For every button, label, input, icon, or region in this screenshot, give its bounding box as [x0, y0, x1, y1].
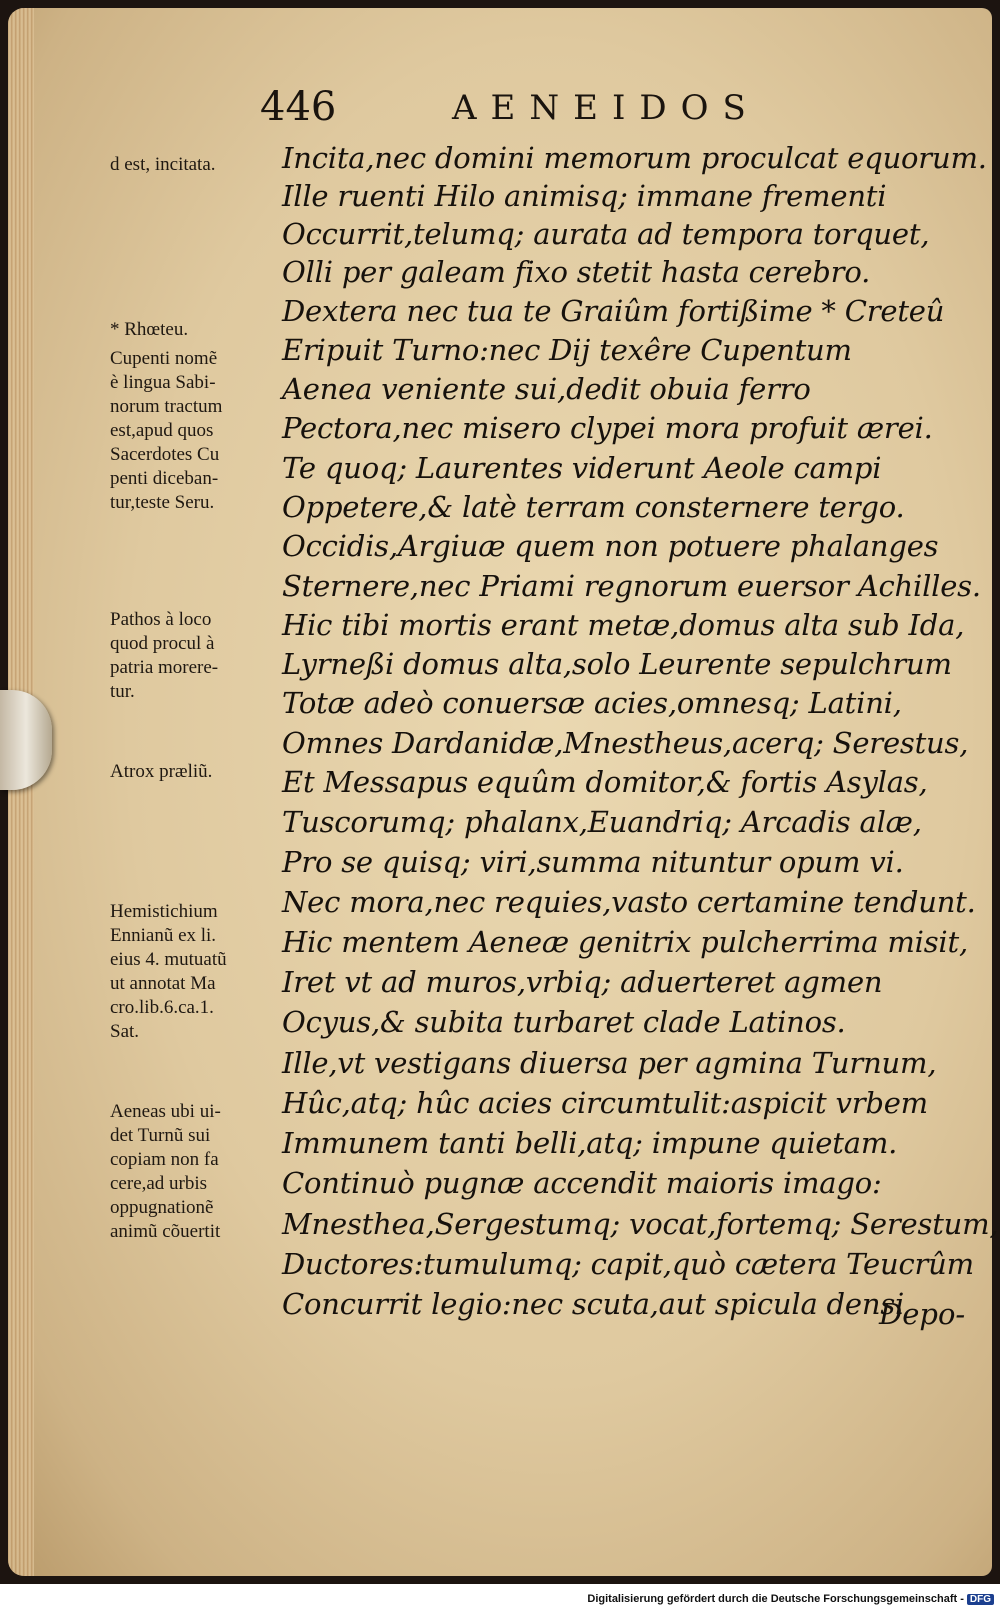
note-line: Atrox præliũ.: [110, 761, 213, 782]
verse-line: Omnes Dardanidæ,Mnestheus,acerq; Serestus,: [282, 726, 969, 760]
note-line: norum tractum: [110, 396, 223, 417]
verse-line: Eripuit Turno:nec Dij texêre Cupentum: [282, 333, 852, 367]
marginal-note: [110, 608, 218, 704]
verse-line: Totæ adeò conuersæ acies,omnesq; Latini,: [282, 686, 902, 720]
verse-line: Olli per galeam fixo stetit hasta cerebro.: [282, 255, 871, 289]
note-line: cere,ad urbis: [110, 1173, 208, 1194]
note-line: d est, incitata.: [110, 154, 216, 175]
verse-line: Mnesthea,Sergestumq; vocat,fortemq; Serestum,: [282, 1207, 999, 1241]
verse-line: Ille,vt vestigans diuersa per agmina Turnum,: [282, 1046, 937, 1080]
verse-line: Iret vt ad muros,vrbiq; aduerteret agmen: [282, 965, 883, 999]
note-line: patria morere-: [110, 657, 219, 678]
note-line: Cupenti nomẽ: [110, 348, 218, 369]
catchword: Depo-: [879, 1297, 966, 1331]
marginal-note: [110, 318, 188, 342]
verse-line: Occidis,Argiuæ quem non potuere phalanges: [282, 529, 939, 563]
verse-line: Te quoq; Laurentes viderunt Aeole campi: [282, 451, 882, 485]
note-line: * Rhœteu.: [110, 319, 189, 340]
note-line: Pathos à loco: [110, 609, 212, 630]
note-line: est,apud quos: [110, 420, 214, 441]
note-line: det Turnũ sui: [110, 1125, 211, 1146]
note-line: Aeneas ubi ui-: [110, 1101, 221, 1122]
verse-line: Pro se quisq; viri,summa nituntur opum vi.: [282, 845, 904, 879]
verse-line: Immunem tanti belli,atq; impune quietam.: [282, 1126, 898, 1160]
credit-text: Digitalisierung gefördert durch die Deutsche Forschungsgemeinschaft -: [587, 1593, 964, 1605]
note-line: ut annotat Ma: [110, 973, 216, 994]
verse-line: Hic mentem Aeneæ genitrix pulcherrima misit,: [282, 925, 968, 959]
note-line: eius 4. mutuatũ: [110, 949, 227, 970]
dfg-logo: DFG: [967, 1594, 994, 1605]
note-line: Sat.: [110, 1021, 140, 1042]
digitization-credit: [587, 1593, 994, 1605]
verse-line: Hic tibi mortis erant metæ,domus alta sub Ida,: [282, 608, 965, 642]
marginal-note: [110, 760, 212, 784]
verse-line: Aenea veniente sui,dedit obuia ferro: [282, 372, 811, 406]
verse-line: Nec mora,nec requies,vasto certamine tendunt.: [282, 885, 976, 919]
note-line: copiam non fa: [110, 1149, 219, 1170]
note-line: penti diceban-: [110, 468, 219, 489]
verse-line: Dextera nec tua te Graiûm fortißime * Creteû: [282, 294, 945, 328]
verse-line: Occurrit,telumq; aurata ad tempora torquet,: [282, 217, 930, 251]
note-line: quod procul à: [110, 633, 215, 654]
verse-line: Hûc,atq; hûc acies circumtulit:aspicit vrbem: [282, 1086, 928, 1120]
verse-line: Tuscorumq; phalanx,Euandriq; Arcadis alæ,: [282, 805, 922, 839]
verse-line: Sternere,nec Priami regnorum euersor Achilles.: [282, 569, 981, 603]
page-edges: [8, 8, 34, 1576]
note-line: Sacerdotes Cu: [110, 444, 220, 465]
note-line: Hemistichium: [110, 901, 218, 922]
note-line: è lingua Sabi-: [110, 372, 216, 393]
verse-line: Concurrit legio:nec scuta,aut spicula densi: [282, 1287, 905, 1321]
note-line: tur.: [110, 681, 135, 702]
marginal-note: [110, 347, 222, 515]
verse-line: Ille ruenti Hilo animisq; immane frementi: [282, 179, 887, 213]
note-line: cro.lib.6.ca.1.: [110, 997, 214, 1018]
verse-line: Ocyus,& subita turbaret clade Latinos.: [282, 1005, 846, 1039]
verse-line: Continuò pugnæ accendit maioris imago:: [282, 1166, 882, 1200]
note-line: oppugnationẽ: [110, 1197, 214, 1218]
verse-line: Oppetere,& latè terram consternere tergo.: [282, 490, 905, 524]
marginal-note: [110, 900, 227, 1044]
verse-line: Incita,nec domini memorum proculcat equorum.: [282, 141, 987, 175]
page-number: 446: [260, 84, 337, 130]
marginal-note: [110, 153, 216, 177]
verse-line: Pectora,nec misero clypei mora profuit ærei.: [282, 411, 933, 445]
verse-line: Et Messapus equûm domitor,& fortis Asylas,: [282, 765, 928, 799]
verse-line: Ductores:tumulumq; capit,quò cætera Teucrûm: [282, 1247, 974, 1281]
marginal-note: [110, 1100, 221, 1244]
verse-line: Lyrneßi domus alta,solo Leurente sepulchrum: [282, 647, 952, 681]
note-line: animũ cõuertit: [110, 1221, 221, 1242]
running-head: AENEIDOS: [452, 88, 760, 128]
note-line: tur,teste Seru.: [110, 492, 215, 513]
note-line: Ennianũ ex li.: [110, 925, 217, 946]
